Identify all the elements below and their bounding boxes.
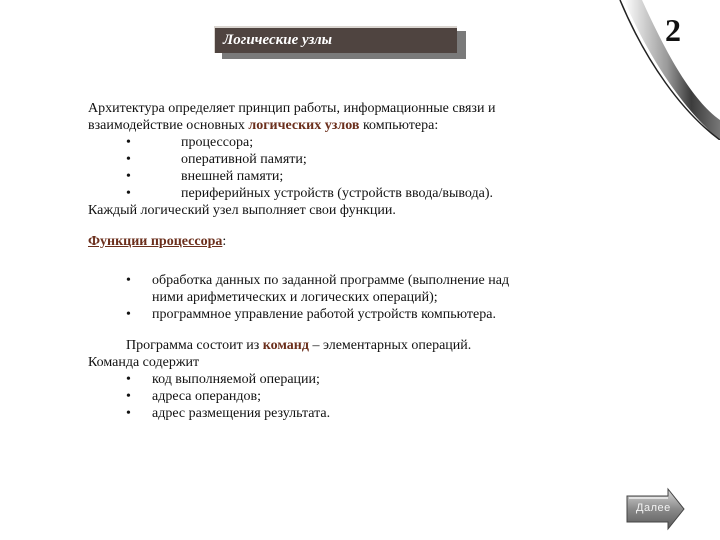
- bullet-icon: •: [126, 372, 131, 387]
- bullet-icon: •: [126, 406, 131, 421]
- highlight-commands: команд: [262, 338, 309, 353]
- list-item: • периферийных устройств (устройств ввода/вывода).: [126, 186, 493, 201]
- list-item: • процессора;: [126, 135, 254, 150]
- bullet-icon: •: [126, 389, 131, 404]
- list-item: • адреса операндов;: [126, 389, 262, 404]
- summary-line: Каждый логический узел выполняет свои функции.: [88, 203, 396, 218]
- list-item: • программное управление работой устройств компьютера.: [126, 307, 496, 322]
- bullet-icon: •: [126, 135, 131, 150]
- bullet-icon: •: [126, 169, 131, 184]
- slide-body: [88, 100, 648, 422]
- functions-heading: Функции процессора: [88, 234, 223, 249]
- functions-heading-line: Функции процессора:: [88, 234, 227, 249]
- list-item-continuation: ними арифметических и логических операций);: [152, 290, 438, 305]
- list-item: • адрес размещения результата.: [126, 406, 331, 421]
- program-line: Программа состоит из команд – элементарных операций.: [126, 338, 472, 353]
- next-slide-label: Далее: [636, 502, 671, 514]
- list-item: • обработка данных по заданной программе (выполнение над: [126, 273, 510, 288]
- list-item: • код выполняемой операции;: [126, 372, 320, 387]
- list-item: • оперативной памяти;: [126, 152, 307, 167]
- bullet-icon: •: [126, 152, 131, 167]
- intro-line-1: Архитектура определяет принцип работы, информационные связи и: [88, 101, 496, 116]
- highlight-logical-nodes: логических узлов: [248, 118, 360, 133]
- bullet-icon: •: [126, 307, 131, 322]
- page-number: 2: [665, 12, 681, 48]
- list-item: • внешней памяти;: [126, 169, 284, 184]
- bullet-icon: •: [126, 273, 131, 288]
- bullet-icon: •: [126, 186, 131, 201]
- slide-title-box: [214, 26, 457, 53]
- command-contains-line: Команда содержит: [88, 355, 200, 370]
- intro-line-2: взаимодействие основных логических узлов компьютера:: [88, 118, 439, 133]
- next-slide-button[interactable]: [624, 487, 686, 531]
- slide-title: Логические узлы: [223, 32, 333, 48]
